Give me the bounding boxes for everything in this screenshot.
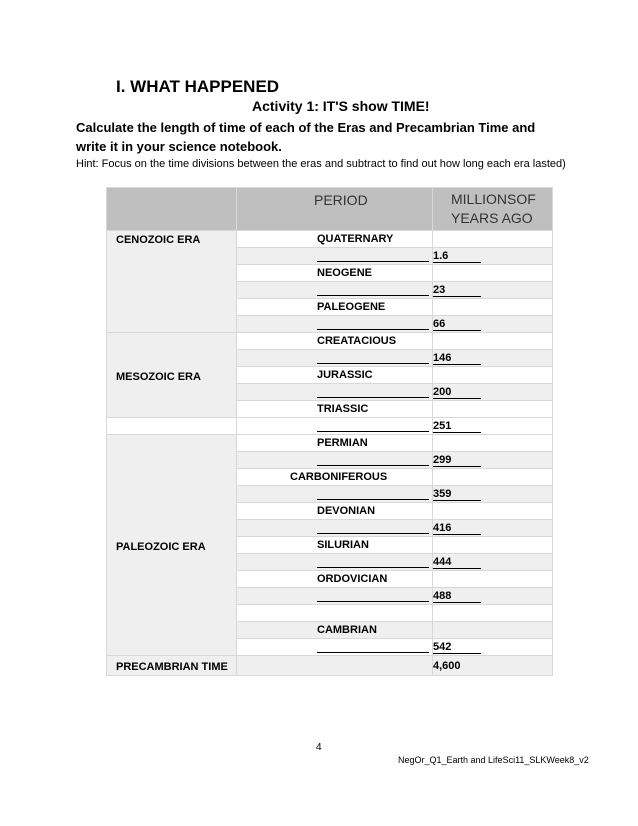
year-cell bbox=[433, 282, 553, 299]
year-value: 416 bbox=[433, 523, 481, 535]
answer-blank[interactable] bbox=[317, 318, 429, 330]
year-cell bbox=[433, 639, 553, 656]
year-cell bbox=[433, 435, 553, 452]
period-name: SILURIAN bbox=[317, 539, 369, 551]
table-row bbox=[107, 231, 553, 248]
answer-blank-cell bbox=[237, 282, 433, 299]
footer-code: NegOr_Q1_Earth and LifeSci11_SLKWeek8_v2 bbox=[398, 755, 589, 765]
year-cell bbox=[433, 248, 553, 265]
year-cell bbox=[433, 231, 553, 248]
era-mesozoic: MESOZOIC ERA bbox=[107, 333, 237, 418]
section-title: I. WHAT HAPPENED bbox=[116, 77, 280, 96]
answer-blank-cell bbox=[237, 316, 433, 333]
header-millions-of-years: MILLIONSOF YEARS AGO bbox=[433, 188, 553, 231]
year-cell bbox=[433, 401, 553, 418]
answer-blank-cell bbox=[237, 486, 433, 503]
year-value: 66 bbox=[433, 319, 481, 331]
period-name: JURASSIC bbox=[317, 369, 373, 381]
answer-blank[interactable] bbox=[317, 454, 429, 466]
year-value: 359 bbox=[433, 489, 481, 501]
period-cell bbox=[237, 469, 433, 486]
period-name: CREATACIOUS bbox=[317, 335, 397, 347]
year-cell bbox=[433, 384, 553, 401]
answer-blank[interactable] bbox=[317, 420, 429, 432]
period-cell bbox=[237, 503, 433, 520]
hint: Hint: Focus on the time divisions between the eras and subtract to find out how long each era lasted) bbox=[76, 158, 566, 170]
year-cell bbox=[433, 469, 553, 486]
year-cell bbox=[433, 486, 553, 503]
answer-blank[interactable] bbox=[317, 488, 429, 500]
activity-title: Activity 1: IT'S show TIME! bbox=[252, 98, 430, 114]
spacer-cell bbox=[237, 605, 433, 622]
period-name: ORDOVICIAN bbox=[317, 573, 388, 585]
table-header-row bbox=[107, 188, 553, 231]
answer-blank-cell bbox=[237, 248, 433, 265]
period-cell bbox=[237, 231, 433, 248]
table-row bbox=[107, 333, 553, 350]
period-cell bbox=[237, 571, 433, 588]
answer-blank-cell bbox=[237, 588, 433, 605]
year-cell bbox=[433, 418, 553, 435]
year-cell bbox=[433, 605, 553, 622]
period-name: NEOGENE bbox=[317, 267, 373, 279]
answer-blank[interactable] bbox=[317, 556, 429, 568]
year-value: 488 bbox=[433, 591, 481, 603]
answer-blank-cell bbox=[237, 452, 433, 469]
year-cell bbox=[433, 333, 553, 350]
table-row bbox=[107, 656, 553, 676]
period-name: CAMBRIAN bbox=[317, 624, 377, 636]
answer-blank[interactable] bbox=[317, 386, 429, 398]
era-cenozoic: CENOZOIC ERA bbox=[107, 231, 237, 333]
header-period: PERIOD bbox=[237, 188, 433, 231]
period-name: DEVONIAN bbox=[317, 505, 376, 517]
answer-blank[interactable] bbox=[317, 522, 429, 534]
period-cell bbox=[237, 367, 433, 384]
period-name: PALEOGENE bbox=[317, 301, 386, 313]
year-value: 299 bbox=[433, 455, 481, 467]
year-value: 251 bbox=[433, 421, 481, 433]
period-cell bbox=[237, 435, 433, 452]
year-cell bbox=[433, 537, 553, 554]
year-value: 23 bbox=[433, 285, 481, 297]
era-spacer-cell bbox=[107, 418, 237, 435]
period-cell bbox=[237, 401, 433, 418]
table-row bbox=[107, 435, 553, 452]
year-cell bbox=[433, 520, 553, 537]
page-number: 4 bbox=[316, 742, 322, 753]
answer-blank-cell bbox=[237, 350, 433, 367]
period-cell bbox=[237, 537, 433, 554]
year-cell bbox=[433, 571, 553, 588]
answer-blank[interactable] bbox=[317, 284, 429, 296]
year-cell bbox=[433, 265, 553, 282]
year-cell bbox=[433, 622, 553, 639]
period-name: TRIASSIC bbox=[317, 403, 369, 415]
year-cell bbox=[433, 503, 553, 520]
year-cell bbox=[433, 588, 553, 605]
geologic-time-table bbox=[106, 187, 553, 676]
era-paleozoic: PALEOZOIC ERA bbox=[107, 435, 237, 656]
period-cell bbox=[237, 333, 433, 350]
answer-blank[interactable] bbox=[317, 250, 429, 262]
year-value: 444 bbox=[433, 557, 481, 569]
period-name: PERMIAN bbox=[317, 437, 368, 449]
period-cell bbox=[237, 622, 433, 639]
period-cell bbox=[237, 656, 433, 676]
period-name: CARBONIFEROUS bbox=[290, 471, 388, 483]
year-value: 146 bbox=[433, 353, 481, 365]
period-cell bbox=[237, 299, 433, 316]
year-cell bbox=[433, 367, 553, 384]
answer-blank-cell bbox=[237, 639, 433, 656]
period-name: QUATERNARY bbox=[317, 233, 394, 245]
answer-blank-cell bbox=[237, 384, 433, 401]
header-era-cell bbox=[107, 188, 237, 231]
table-row bbox=[107, 418, 553, 435]
era-precambrian: PRECAMBRIAN TIME bbox=[107, 656, 237, 676]
year-value: 542 bbox=[433, 642, 481, 654]
precambrian-value: 4,600 bbox=[433, 656, 553, 676]
answer-blank[interactable] bbox=[317, 352, 429, 364]
instructions: Calculate the length of time of each of the Eras and Precambrian Time and write it in your science notebook. bbox=[76, 120, 536, 154]
year-value: 1.6 bbox=[433, 251, 481, 263]
year-cell bbox=[433, 299, 553, 316]
year-value: 200 bbox=[433, 387, 481, 399]
answer-blank[interactable] bbox=[317, 641, 429, 653]
year-cell bbox=[433, 554, 553, 571]
year-cell bbox=[433, 316, 553, 333]
answer-blank-cell bbox=[237, 520, 433, 537]
period-cell bbox=[237, 265, 433, 282]
year-cell bbox=[433, 452, 553, 469]
answer-blank-cell bbox=[237, 418, 433, 435]
answer-blank-cell bbox=[237, 554, 433, 571]
answer-blank[interactable] bbox=[317, 590, 429, 602]
year-cell bbox=[433, 350, 553, 367]
